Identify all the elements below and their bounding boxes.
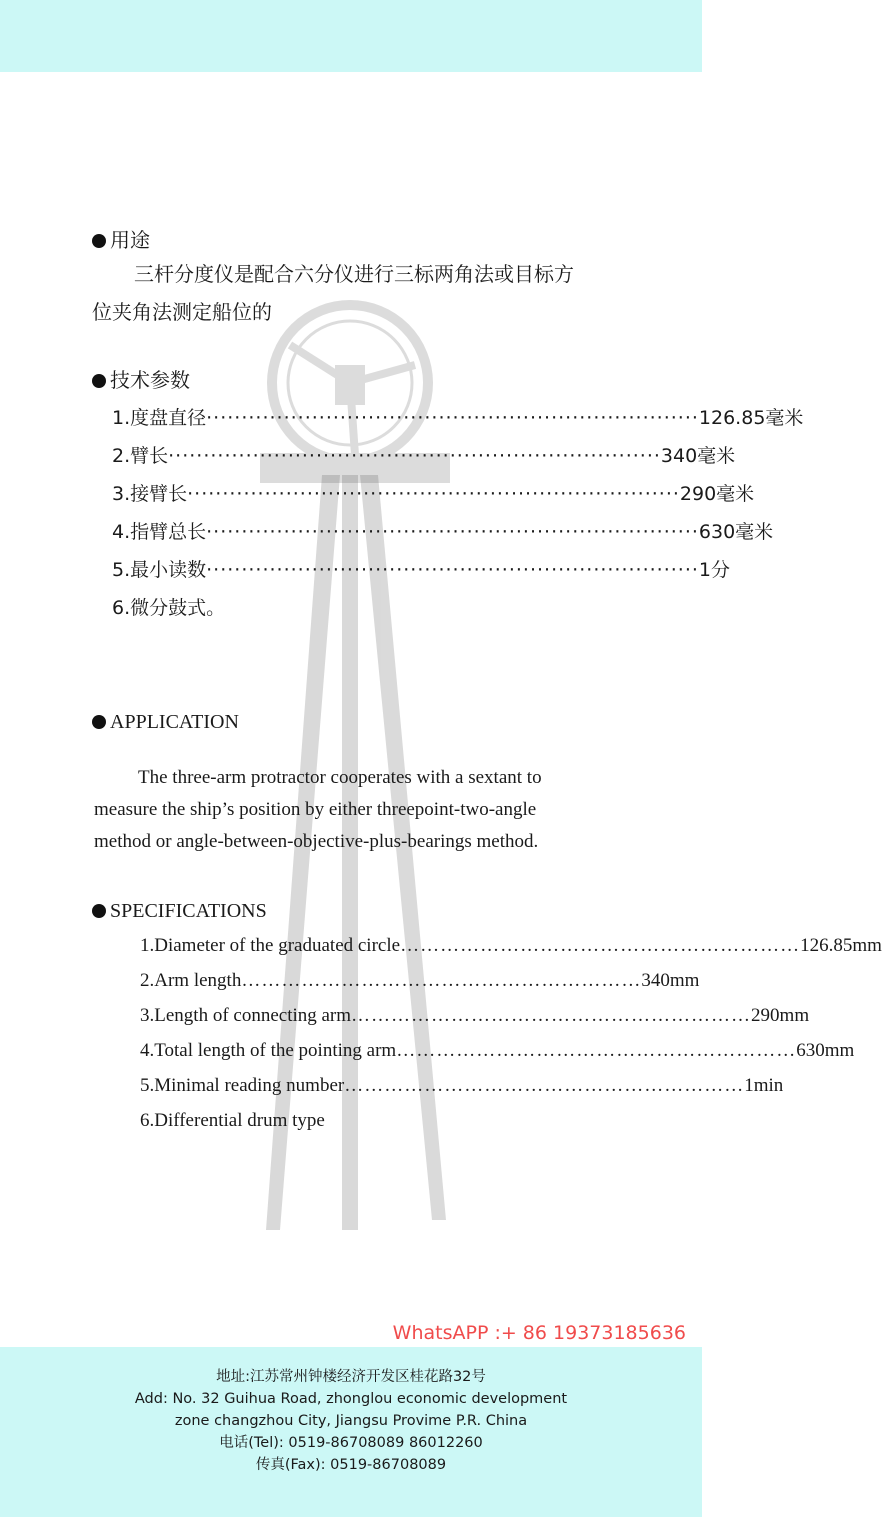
en-spec-row: 2.Arm length …………………………………………………… 340mm [140,970,700,991]
footer-tel: 电话(Tel): 0519-86708089 86012260 [219,1435,483,1451]
cn-specs-heading: 技术参数 [92,364,190,393]
cn-spec-row: 5.最小读数 ······································································ 1分 [112,559,731,581]
en-spec-row: 3.Length of connecting arm …………………………………………………… 290mm [140,1005,810,1026]
footer-address-en-1: Add: No. 32 Guihua Road, zhonglou economic development [134,1391,568,1407]
en-spec-row: 4.Total length of the pointing arm …………………………………………………… 630mm [140,1040,855,1061]
en-spec-row: 6.Differential drum type [140,1110,325,1131]
footer-address-en-2: zone changzhou City, Jiangsu Provime P.R. China [174,1413,528,1429]
en-specs-heading: SPECIFICATIONS [92,900,267,923]
footer-fax: 传真(Fax): 0519-86708089 [255,1457,447,1473]
en-spec-row: 5.Minimal reading number …………………………………………………… 1min [140,1075,784,1096]
whatsapp-contact: WhatsAPP :+ 86 19373185636 [392,1322,686,1344]
en-application-paragraph: The three-arm protractor cooperates with a sextant to measure the ship’s position by either threepoint-two-angle method or angle-between-objective-plus-bearings method. [94,767,542,852]
cn-spec-row: 2.臂长 ······································································ 340毫米 [112,445,736,467]
footer-contact-block [0,1366,702,1476]
cn-spec-row: 6.微分鼓式。 [112,597,226,619]
cn-usage-heading: 用途 [92,224,150,253]
footer-address-cn: 地址:江苏常州钟楼经济开发区桂花路32号 [216,1369,486,1385]
bullet-icon [92,234,106,248]
bullet-icon [92,904,106,918]
top-color-band [0,0,702,72]
en-spec-row: 1.Diameter of the graduated circle …………………………………………………… 126.85mm [140,935,882,956]
cn-spec-row: 3.接臂长 ······································································ 290毫米 [112,483,755,505]
cn-spec-row: 1.度盘直径 ······································································ 126.85毫米 [112,407,804,429]
bullet-icon [92,715,106,729]
bullet-icon [92,374,106,388]
cn-usage-paragraph: 三杆分度仪是配合六分仪进行三标两角法或目标方 位夹角法测定船位的 [92,262,574,324]
en-application-heading: APPLICATION [92,711,239,734]
cn-spec-row: 4.指臂总长 ······································································ 630毫米 [112,521,774,543]
